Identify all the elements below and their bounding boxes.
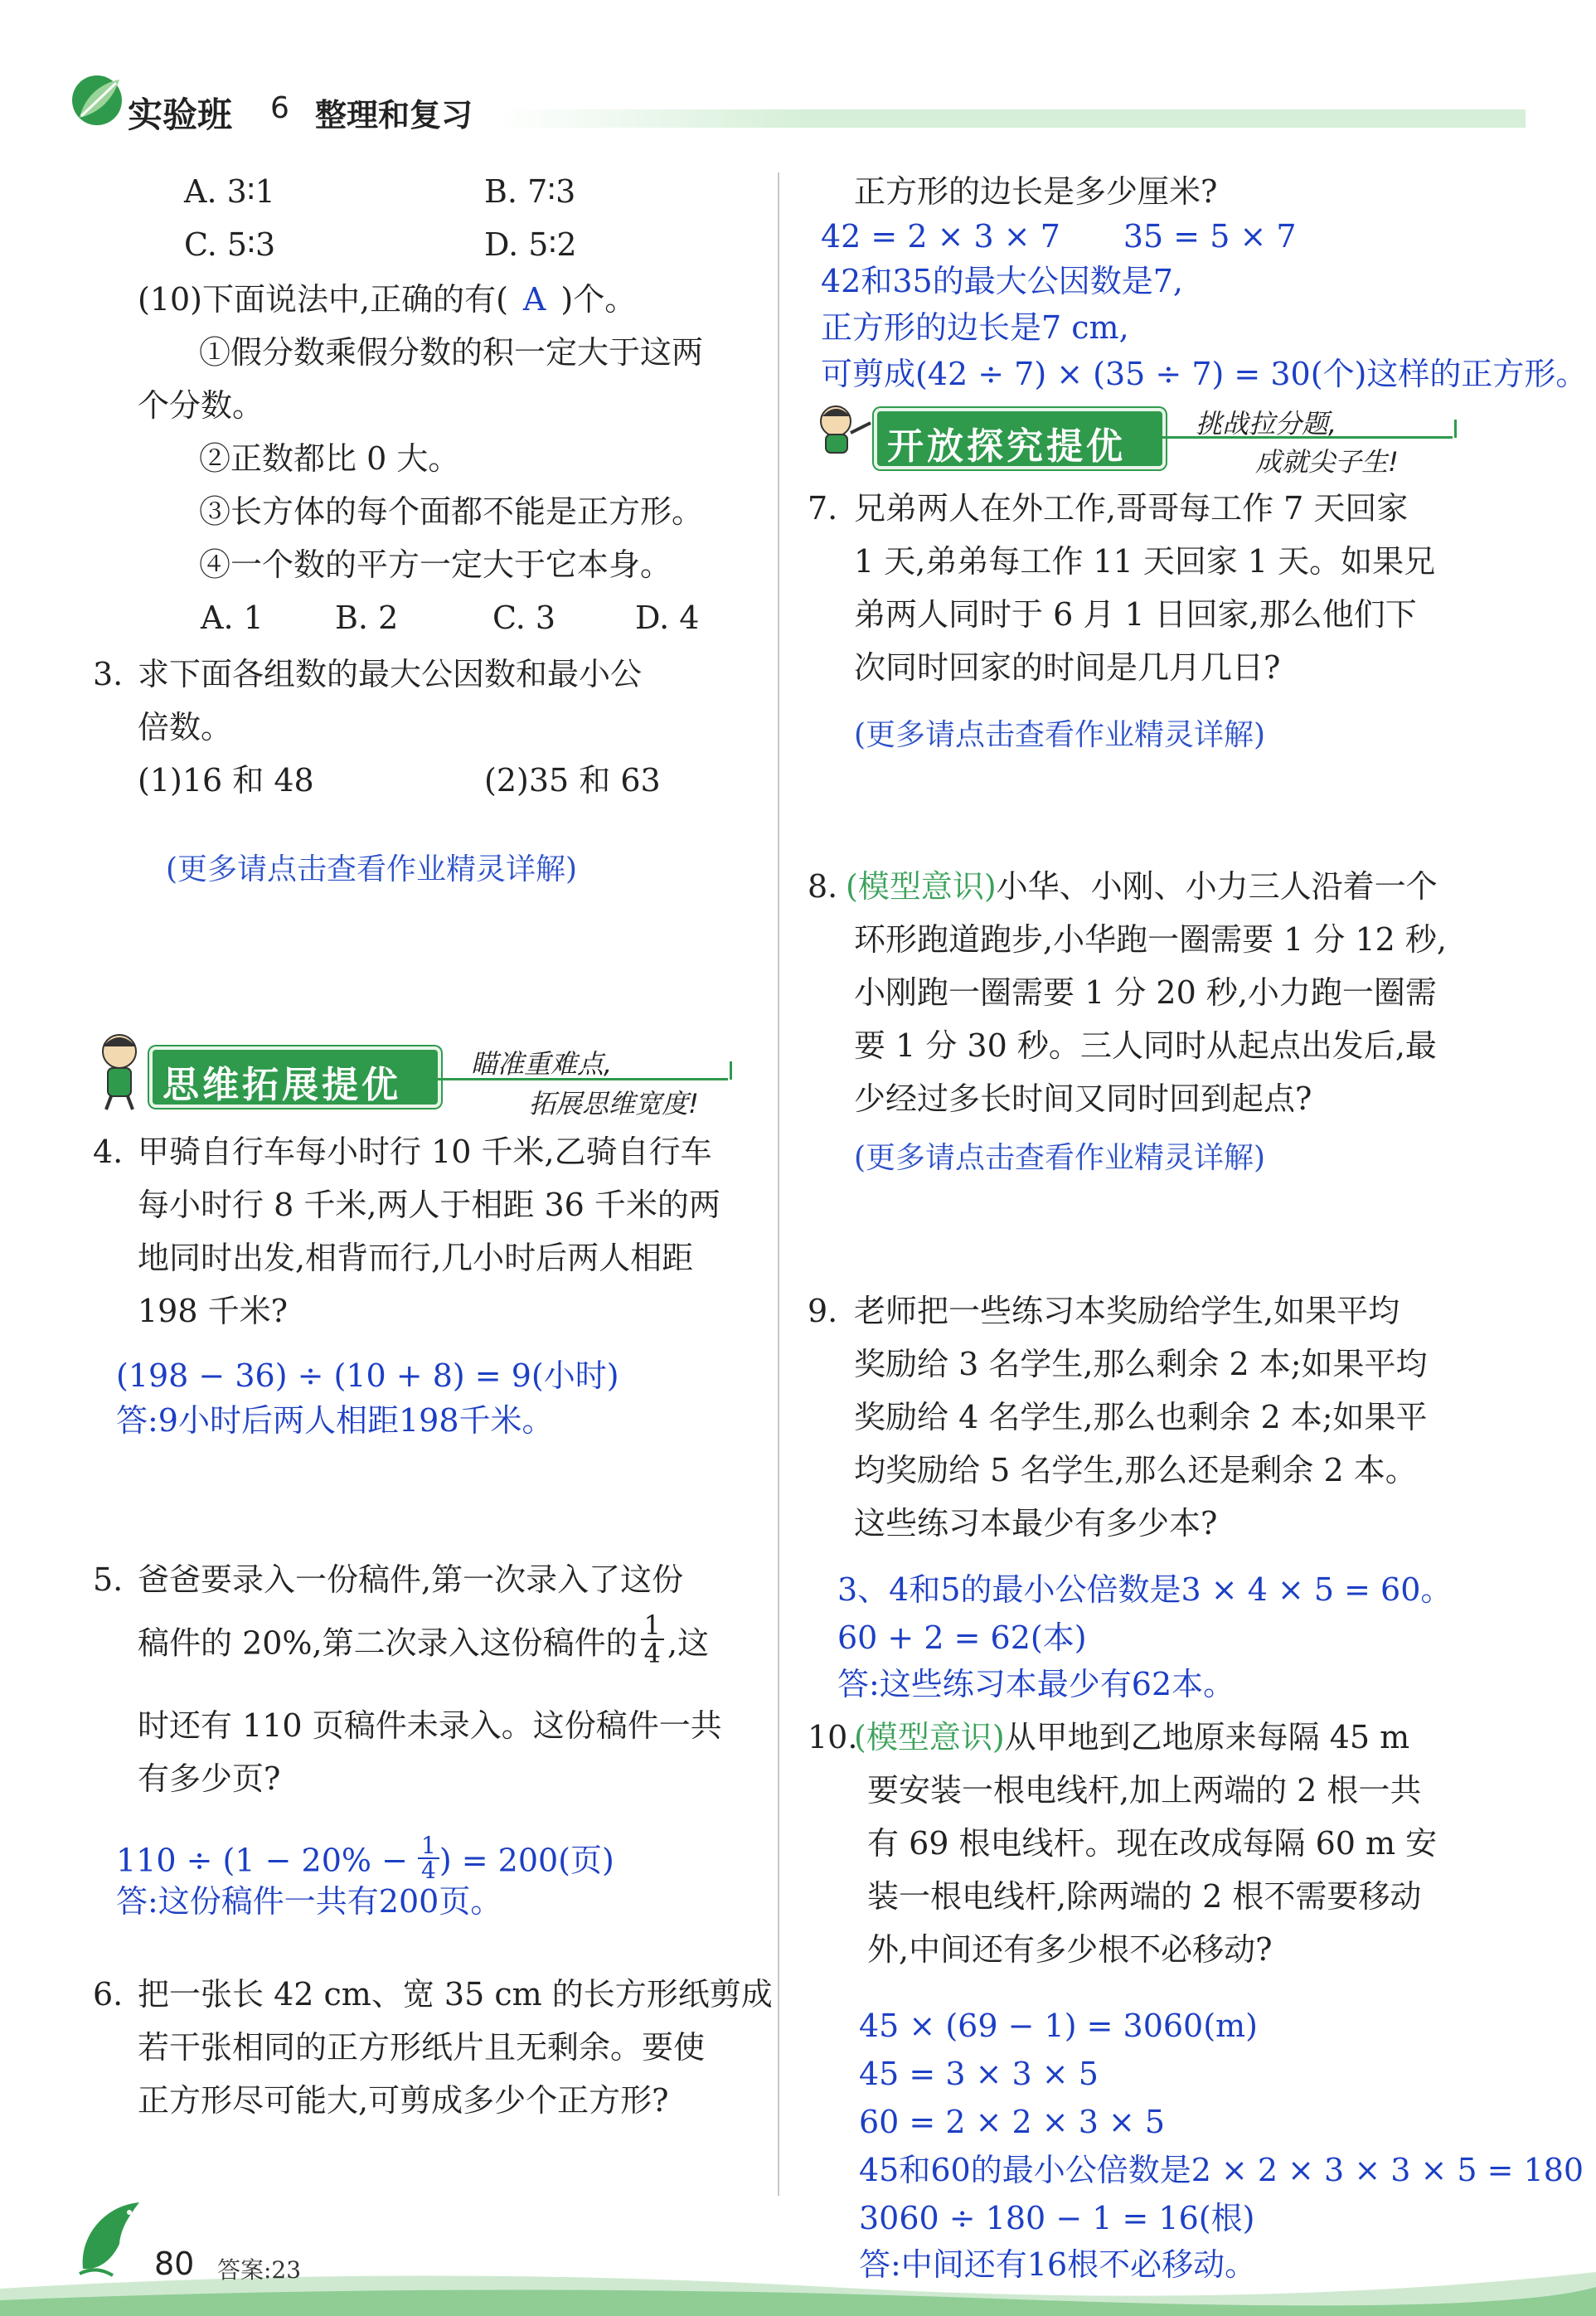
q10b-line: 要安装一根电线杆,加上两端的 2 根一共 [867,1772,1422,1809]
dolphin-icon [71,2194,151,2285]
q9-line: 均奖励给 5 名学生,那么还是剩余 2 本。 [854,1452,1417,1488]
q7-number: 7. [808,490,838,527]
q4-line: 每小时行 8 千米,两人于相距 36 千米的两 [138,1187,720,1223]
q10b-line: 外,中间还有多少根不必移动? [867,1931,1273,1968]
q3-more-link[interactable]: (更多请点击查看作业精灵详解) [166,852,578,886]
q5-line2-after: ,这 [667,1624,710,1662]
q10-option: B. 2 [335,600,399,636]
q10-item: ②正数都比 0 大。 [199,440,460,477]
option-a: A. 3∶1 [184,173,275,210]
q9-line: 这些练习本最少有多少本? [854,1505,1218,1542]
q8-line1 [846,868,1438,905]
q7-more-link[interactable]: (更多请点击查看作业精灵详解) [854,718,1266,752]
q10-option: C. 3 [492,600,556,636]
q9-answer: 60 + 2 = 62(本) [837,1619,1087,1656]
q10-stem-after: )个。 [560,281,637,318]
brand-title: 实验班 [128,95,233,135]
q6-cont-line: 正方形的边长是多少厘米? [854,173,1218,210]
q5-answer-frac-denominator: 4 [421,1857,436,1884]
q5-answer [116,1832,614,1887]
q8-line: 要 1 分 30 秒。三人同时从起点出发后,最 [854,1027,1437,1064]
option-b: B. 7∶3 [484,173,576,210]
q5-answer: 答:这份稿件一共有200页。 [116,1883,502,1920]
q10-item: ①假分数乘假分数的积一定大于这两 [199,334,704,371]
mascot-icon [86,1028,153,1111]
q9-answer: 答:这些练习本最少有62本。 [837,1666,1235,1702]
section-thinking-slogan: 瞄准重难点, [471,1048,613,1080]
q10b-number: 10. [808,1719,858,1755]
q6-line: 若干张相同的正方形纸片且无剩余。要使 [138,2029,706,2066]
column-divider [778,172,779,2196]
q8-number: 8. [808,868,838,905]
q9-line: 老师把一些练习本奖励给学生,如果平均 [854,1293,1400,1329]
q8-more-link[interactable]: (更多请点击查看作业精灵详解) [854,1141,1266,1175]
q5-line: 爸爸要录入一份稿件,第一次录入了这份 [138,1561,684,1598]
q5-answer-before: 110 ÷ (1 − 20% − [116,1842,418,1879]
q7-line: 弟两人同时于 6 月 1 日回家,那么他们下 [854,596,1417,633]
section-thinking-slogan: 拓展思维宽度! [529,1088,699,1119]
q10-option: A. 1 [201,600,264,636]
q5-line2 [138,1610,710,1673]
header-band [497,109,1526,128]
q10b-line1-after: 从甲地到乙地原来每隔 45 m [1004,1719,1410,1755]
q4-line: 甲骑自行车每小时行 10 千米,乙骑自行车 [138,1134,712,1170]
q10b-answer: 60 = 2 × 2 × 3 × 5 [859,2104,1166,2140]
q8-line: 少经过多长时间又同时回到起点? [854,1080,1312,1117]
q3-line: 倍数。 [138,709,233,745]
section-open-rule-end [1446,420,1457,438]
section-open-slogan: 成就尖子生! [1255,446,1399,478]
q3-number: 3. [93,656,124,692]
q6-line: 把一张长 42 cm、宽 35 cm 的长方形纸剪成 [138,1976,773,2013]
q6-number: 6. [93,1976,124,2013]
q7-line: 1 天,弟弟每工作 11 天回家 1 天。如果兄 [854,543,1436,580]
q8-line1-after: 小华、小刚、小力三人沿着一个 [996,868,1438,905]
q5-answer-frac-numerator: 1 [418,1834,439,1859]
q8-tag: (模型意识) [846,868,997,905]
mascot-icon [804,400,879,458]
q4-line: 地同时出发,相背而行,几小时后两人相距 [138,1240,694,1276]
q10b-line: 有 69 根电线杆。现在改成每隔 60 m 安 [867,1825,1438,1862]
q6-answer: 42 = 2 × 3 × 7 35 = 5 × 7 [821,218,1297,255]
q10b-answer: 45 × (69 − 1) = 3060(m) [859,2008,1258,2044]
q10b-answer: 45和60的最小公倍数是2 × 2 × 3 × 3 × 5 = 180 [859,2152,1584,2188]
q5-line: 有多少页? [138,1760,281,1797]
q10-answer: A [522,281,546,318]
q10b-answer: 答:中间还有16根不必移动。 [859,2246,1257,2283]
q7-line: 兄弟两人在外工作,哥哥每工作 7 天回家 [854,490,1409,527]
q9-line: 奖励给 4 名学生,那么也剩余 2 本;如果平 [854,1399,1428,1435]
q4-answer: (198 − 36) ÷ (10 + 8) = 9(小时) [116,1357,619,1394]
q5-line: 时还有 110 页稿件未录入。这份稿件一共 [138,1707,722,1744]
q10-stem-before: (10)下面说法中,正确的有( [138,281,508,318]
q10-item: 个分数。 [138,387,264,424]
q8-line: 环形跑道跑步,小华跑一圈需要 1 分 12 秒, [854,921,1448,958]
q4-number: 4. [93,1134,124,1170]
section-thinking-label: 思维拓展提优 [163,1064,401,1106]
q6-answer: 可剪成(42 ÷ 7) × (35 ÷ 7) = 30(个)这样的正方形。 [821,356,1588,392]
q4-line: 198 千米? [138,1293,288,1329]
q6-line: 正方形尽可能大,可剪成多少个正方形? [138,2082,669,2119]
q9-line: 奖励给 3 名学生,那么剩余 2 本;如果平均 [854,1346,1428,1382]
q5-answer-fraction [418,1834,439,1882]
q4-answer: 答:9小时后两人相距198千米。 [116,1402,554,1439]
q9-answer: 3、4和5的最小公倍数是3 × 4 × 5 = 60。 [837,1571,1453,1608]
q10-item: ④一个数的平方一定大于它本身。 [199,546,672,583]
q10b-line1 [854,1721,1409,1753]
q7-line: 次同时回家的时间是几月几日? [854,649,1281,686]
q8-line: 小刚跑一圈需要 1 分 20 秒,小力跑一圈需 [854,974,1437,1011]
unit-number: 6 [270,91,289,125]
q3-sub1: (1)16 和 48 [138,762,314,799]
q10b-tag: (模型意识) [854,1719,1005,1755]
section-open-slogan: 挑战拉分题, [1196,408,1337,439]
section-thinking-rule-end [721,1061,732,1080]
q10b-answer: 45 = 3 × 3 × 5 [859,2056,1099,2092]
q6-answer: 42和35的最大公因数是7, [821,263,1183,299]
leaf-logo-icon [68,71,126,129]
section-open-label: 开放探究提优 [887,425,1126,468]
q10b-answer: 3060 ÷ 180 − 1 = 16(根) [859,2200,1255,2236]
option-d: D. 5∶2 [484,226,577,263]
q9-number: 9. [808,1293,838,1329]
q5-answer-after: ) = 200(页) [439,1842,614,1879]
q10-stem [138,281,637,318]
q5-fraction [641,1612,664,1667]
q10b-line: 装一根电线杆,除两端的 2 根不需要移动 [867,1878,1422,1915]
q5-line2-before: 稿件的 20%,第二次录入这份稿件的 [138,1624,638,1662]
page-number: 80 [154,2246,195,2282]
q5-number: 5. [93,1561,124,1598]
option-c: C. 5∶3 [184,226,276,263]
q5-frac-numerator: 1 [641,1612,664,1640]
unit-title: 整理和复习 [315,97,473,134]
q6-answer: 正方形的边长是7 cm, [821,309,1129,346]
q10-option: D. 4 [635,600,700,636]
answer-ref: 答案:23 [217,2256,302,2284]
q10-item: ③长方体的每个面都不能是正方形。 [199,493,704,530]
q5-frac-denominator: 4 [643,1638,661,1669]
q3-line: 求下面各组数的最大公因数和最小公 [138,656,643,692]
q3-sub2: (2)35 和 63 [484,762,661,799]
